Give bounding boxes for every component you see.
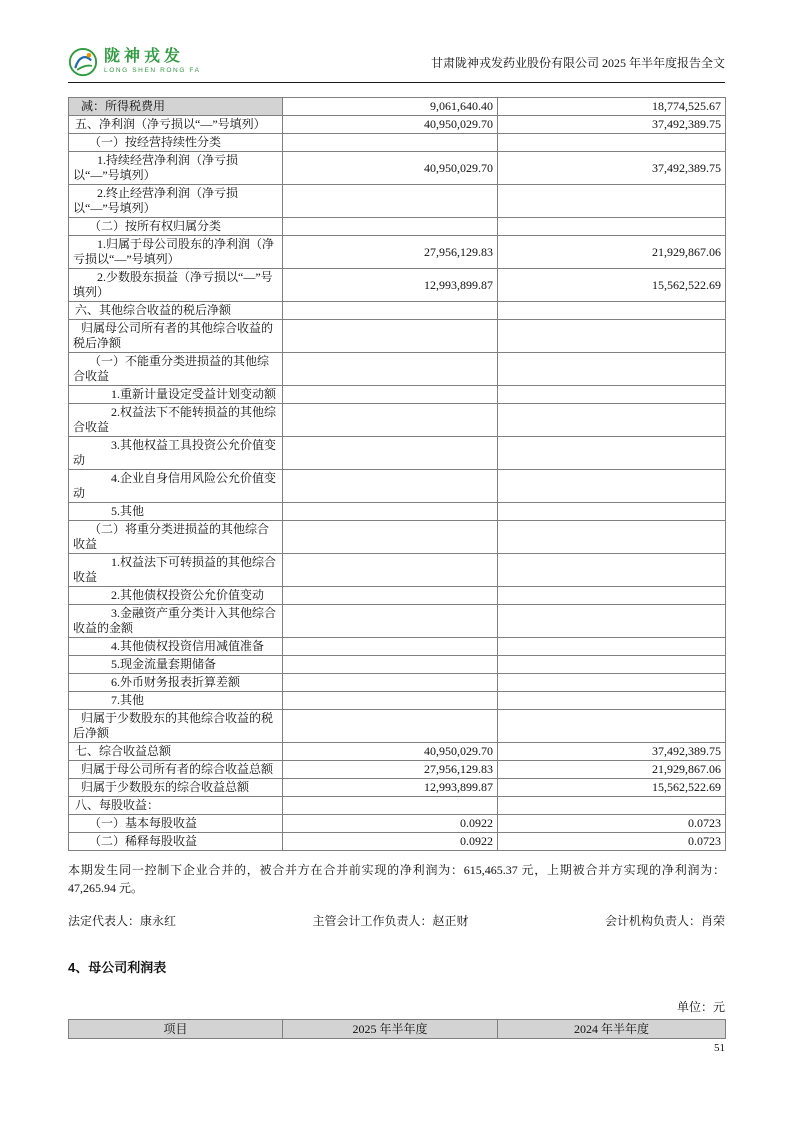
row-value-2024: 37,492,389.75 <box>498 116 726 134</box>
unit-label: 单位：元 <box>676 1000 725 1014</box>
row-value-2025: 40,950,029.70 <box>283 116 498 134</box>
row-label: 五、净利润（净亏损以“—”号填列） <box>69 116 283 134</box>
row-value-2024: 37,492,389.75 <box>498 743 726 761</box>
row-value-2025: 40,950,029.70 <box>283 152 498 185</box>
row-value-2024 <box>498 503 726 521</box>
table-row <box>69 761 726 779</box>
company-logo <box>68 47 201 77</box>
merger-note: 本期发生同一控制下企业合并的，被合并方在合并前实现的净利润为：615,465.37 元，上期被合并方实现的净利润为：47,265.94 元。 <box>68 863 725 895</box>
row-value-2024 <box>498 134 726 152</box>
row-value-2025 <box>283 134 498 152</box>
table-row <box>69 386 726 404</box>
row-value-2025 <box>283 656 498 674</box>
table-row <box>69 134 726 152</box>
row-value-2025 <box>283 587 498 605</box>
logo-en-text: LONG SHEN RONG FA <box>104 67 201 75</box>
row-value-2025 <box>283 638 498 656</box>
row-value-2024 <box>498 302 726 320</box>
table-row <box>69 353 726 386</box>
row-value-2025 <box>283 437 498 470</box>
section-title: 4、母公司利润表 <box>68 960 167 975</box>
row-value-2025 <box>283 521 498 554</box>
row-label: （一）基本每股收益 <box>69 815 283 833</box>
row-label: 七、综合收益总额 <box>69 743 283 761</box>
logo-text <box>104 49 201 75</box>
row-value-2024 <box>498 320 726 353</box>
row-value-2024: 21,929,867.06 <box>498 236 726 269</box>
chief-accountant-label: 主管会计工作负责人：赵正财 <box>312 914 469 928</box>
row-value-2025: 40,950,029.70 <box>283 743 498 761</box>
row-value-2025: 0.0922 <box>283 833 498 851</box>
consolidated-income-table <box>68 97 726 851</box>
row-value-2025 <box>283 554 498 587</box>
legal-representative-label: 法定代表人：康永红 <box>68 914 177 928</box>
table-row <box>69 152 726 185</box>
row-label: （二）稀释每股收益 <box>69 833 283 851</box>
row-value-2025 <box>283 353 498 386</box>
row-label: 八、每股收益： <box>69 797 283 815</box>
row-value-2024 <box>498 218 726 236</box>
row-value-2024 <box>498 605 726 638</box>
row-value-2024 <box>498 692 726 710</box>
table-row <box>69 404 726 437</box>
row-value-2025 <box>283 302 498 320</box>
table-row <box>69 236 726 269</box>
row-label: （二）将重分类进损益的其他综合收益 <box>69 521 283 554</box>
row-label: 5.其他 <box>69 503 283 521</box>
table-row <box>69 521 726 554</box>
row-label: 4.企业自身信用风险公允价值变动 <box>69 470 283 503</box>
table-row <box>69 815 726 833</box>
row-value-2025 <box>283 503 498 521</box>
row-label: 六、其他综合收益的税后净额 <box>69 302 283 320</box>
table-row <box>69 437 726 470</box>
row-value-2025: 9,061,640.40 <box>283 98 498 116</box>
table-row <box>69 779 726 797</box>
row-value-2025 <box>283 797 498 815</box>
row-value-2025: 27,956,129.83 <box>283 236 498 269</box>
row-value-2024 <box>498 554 726 587</box>
row-value-2025: 12,993,899.87 <box>283 779 498 797</box>
row-value-2024: 0.0723 <box>498 815 726 833</box>
row-value-2025: 27,956,129.83 <box>283 761 498 779</box>
row-label: （一）按经营持续性分类 <box>69 134 283 152</box>
parent-table-header-row <box>69 1020 726 1039</box>
row-value-2025: 12,993,899.87 <box>283 269 498 302</box>
column-header: 项目 <box>69 1020 283 1039</box>
table-row <box>69 185 726 218</box>
table-row <box>69 587 726 605</box>
logo-cn-text: 陇神戎发 <box>104 48 185 66</box>
row-value-2025 <box>283 386 498 404</box>
row-label: 6.外币财务报表折算差额 <box>69 674 283 692</box>
row-label: 5.现金流量套期储备 <box>69 656 283 674</box>
row-value-2024 <box>498 437 726 470</box>
row-label: （二）按所有权归属分类 <box>69 218 283 236</box>
page-number: 51 <box>714 1042 725 1054</box>
table-row <box>69 98 726 116</box>
table-row <box>69 692 726 710</box>
table-row <box>69 833 726 851</box>
row-value-2024: 18,774,525.67 <box>498 98 726 116</box>
row-value-2024 <box>498 353 726 386</box>
row-label: 2.其他债权投资公允价值变动 <box>69 587 283 605</box>
row-value-2025 <box>283 470 498 503</box>
row-value-2024 <box>498 404 726 437</box>
row-value-2025 <box>283 218 498 236</box>
row-label: 归属于少数股东的综合收益总额 <box>69 779 283 797</box>
table-row <box>69 503 726 521</box>
table-row <box>69 656 726 674</box>
row-value-2024 <box>498 797 726 815</box>
column-header: 2025 年半年度 <box>283 1020 498 1039</box>
page-header <box>68 46 725 78</box>
table-row <box>69 269 726 302</box>
row-value-2025 <box>283 605 498 638</box>
row-value-2024: 15,562,522.69 <box>498 269 726 302</box>
row-value-2024 <box>498 521 726 554</box>
row-label: 归属母公司所有者的其他综合收益的税后净额 <box>69 320 283 353</box>
table-row <box>69 674 726 692</box>
income-table-body <box>69 98 726 851</box>
header-divider <box>68 82 725 83</box>
accounting-dept-head-label: 会计机构负责人：肖荣 <box>604 914 725 928</box>
table-row <box>69 710 726 743</box>
row-value-2024 <box>498 470 726 503</box>
row-value-2024 <box>498 386 726 404</box>
table-row <box>69 218 726 236</box>
table-row <box>69 743 726 761</box>
row-value-2024 <box>498 710 726 743</box>
signature-row <box>68 912 725 929</box>
row-value-2024: 15,562,522.69 <box>498 779 726 797</box>
document-title: 甘肃陇神戎发药业股份有限公司 2025 年半年度报告全文 <box>430 55 725 70</box>
row-label: 7.其他 <box>69 692 283 710</box>
row-value-2024: 37,492,389.75 <box>498 152 726 185</box>
row-label: 1.归属于母公司股东的净利润（净亏损以“—”号填列） <box>69 236 283 269</box>
row-label: 归属于母公司所有者的综合收益总额 <box>69 761 283 779</box>
row-value-2024 <box>498 587 726 605</box>
table-row <box>69 320 726 353</box>
row-value-2024 <box>498 638 726 656</box>
row-value-2025 <box>283 404 498 437</box>
table-row <box>69 797 726 815</box>
row-label: 归属于少数股东的其他综合收益的税后净额 <box>69 710 283 743</box>
row-label: 1.重新计量设定受益计划变动额 <box>69 386 283 404</box>
row-label: 减：所得税费用 <box>69 98 283 116</box>
row-label: 3.其他权益工具投资公允价值变动 <box>69 437 283 470</box>
row-label: 4.其他债权投资信用减值准备 <box>69 638 283 656</box>
row-label: 3.金融资产重分类计入其他综合收益的金额 <box>69 605 283 638</box>
logo-mark-icon <box>68 47 98 77</box>
row-value-2025 <box>283 692 498 710</box>
row-label: 2.少数股东损益（净亏损以“—”号填列） <box>69 269 283 302</box>
row-value-2025 <box>283 185 498 218</box>
row-value-2025 <box>283 674 498 692</box>
row-value-2024: 0.0723 <box>498 833 726 851</box>
row-value-2024 <box>498 656 726 674</box>
row-label: 2.权益法下不能转损益的其他综合收益 <box>69 404 283 437</box>
row-value-2025 <box>283 320 498 353</box>
row-label: 1.持续经营净利润（净亏损以“—”号填列） <box>69 152 283 185</box>
table-row <box>69 638 726 656</box>
table-row <box>69 554 726 587</box>
column-header: 2024 年半年度 <box>498 1020 726 1039</box>
row-value-2024: 21,929,867.06 <box>498 761 726 779</box>
table-row <box>69 116 726 134</box>
row-value-2024 <box>498 674 726 692</box>
row-value-2025 <box>283 710 498 743</box>
row-value-2025: 0.0922 <box>283 815 498 833</box>
table-row <box>69 470 726 503</box>
row-label: 1.权益法下可转损益的其他综合收益 <box>69 554 283 587</box>
row-label: （一）不能重分类进损益的其他综合收益 <box>69 353 283 386</box>
table-row <box>69 605 726 638</box>
table-row <box>69 302 726 320</box>
row-label: 2.终止经营净利润（净亏损以“—”号填列） <box>69 185 283 218</box>
parent-income-table <box>68 1019 726 1039</box>
row-value-2024 <box>498 185 726 218</box>
